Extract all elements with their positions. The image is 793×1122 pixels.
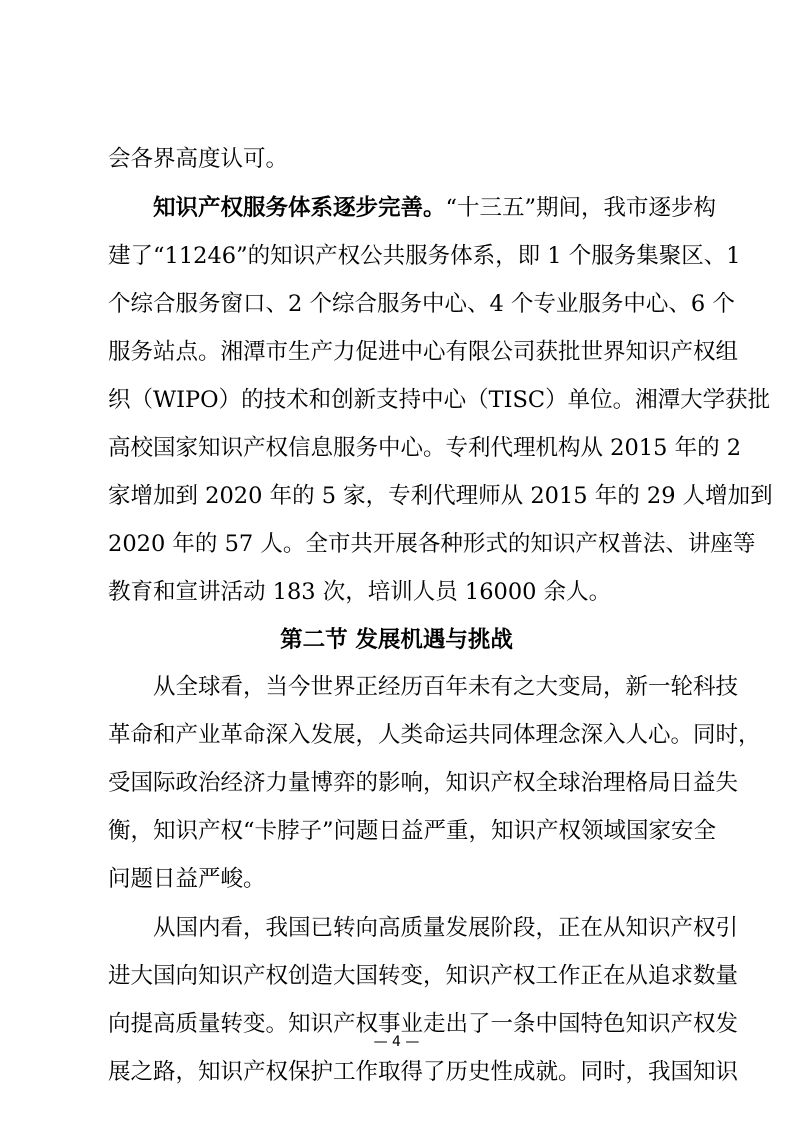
bold-lead-phrase: 知识产权服务体系逐步完善。	[153, 195, 446, 221]
text-line: 进大国向知识产权创造大国转变，知识产权工作正在从追求数量	[108, 963, 739, 989]
text-line: 服务站点。湘潭市生产力促进中心有限公司获批世界知识产权组	[108, 339, 739, 365]
text-line: 个综合服务窗口、2 个综合服务中心、4 个专业服务中心、6 个	[108, 291, 735, 317]
text-span: “十三五”期间，我市逐步构	[445, 195, 717, 221]
text-line: 高校国家知识产权信息服务中心。专利代理机构从 2015 年的 2	[108, 435, 742, 461]
text-line: 向提高质量转变。知识产权事业走出了一条中国特色知识产权发	[108, 1011, 739, 1037]
section-heading: 第二节 发展机遇与挑战	[280, 627, 513, 653]
text-line: 织（WIPO）的技术和创新支持中心（TISC）单位。湘潭大学获批	[108, 387, 771, 413]
text-line: 教育和宣讲活动 183 次，培训人员 16000 余人。	[108, 579, 612, 605]
text-line: 衡，知识产权“卡脖子”问题日益严重，知识产权领域国家安全	[108, 818, 717, 844]
text-line: 家增加到 2020 年的 5 家，专利代理师从 2015 年的 29 人增加到	[108, 483, 773, 509]
text-line: 从国内看，我国已转向高质量发展阶段，正在从知识产权引	[153, 915, 739, 941]
page-number: — 4 —	[373, 1034, 420, 1050]
text-line: 建了“11246”的知识产权公共服务体系，即 1 个服务集聚区、1	[108, 243, 741, 269]
text-line: 从全球看，当今世界正经历百年未有之大变局，新一轮科技	[153, 674, 739, 700]
text-line: 受国际政治经济力量博弈的影响，知识产权全球治理格局日益失	[108, 770, 739, 796]
text-line: 会各界高度认可。	[108, 146, 289, 172]
paragraph-line-with-lead	[153, 193, 717, 223]
text-line: 展之路，知识产权保护工作取得了历史性成就。同时，我国知识	[108, 1059, 739, 1085]
text-line: 2020 年的 57 人。全市共开展各种形式的知识产权普法、讲座等	[108, 531, 756, 557]
text-line: 革命和产业革命深入发展，人类命运共同体理念深入人心。同时，	[108, 722, 761, 748]
text-line: 问题日益严峻。	[108, 866, 266, 892]
